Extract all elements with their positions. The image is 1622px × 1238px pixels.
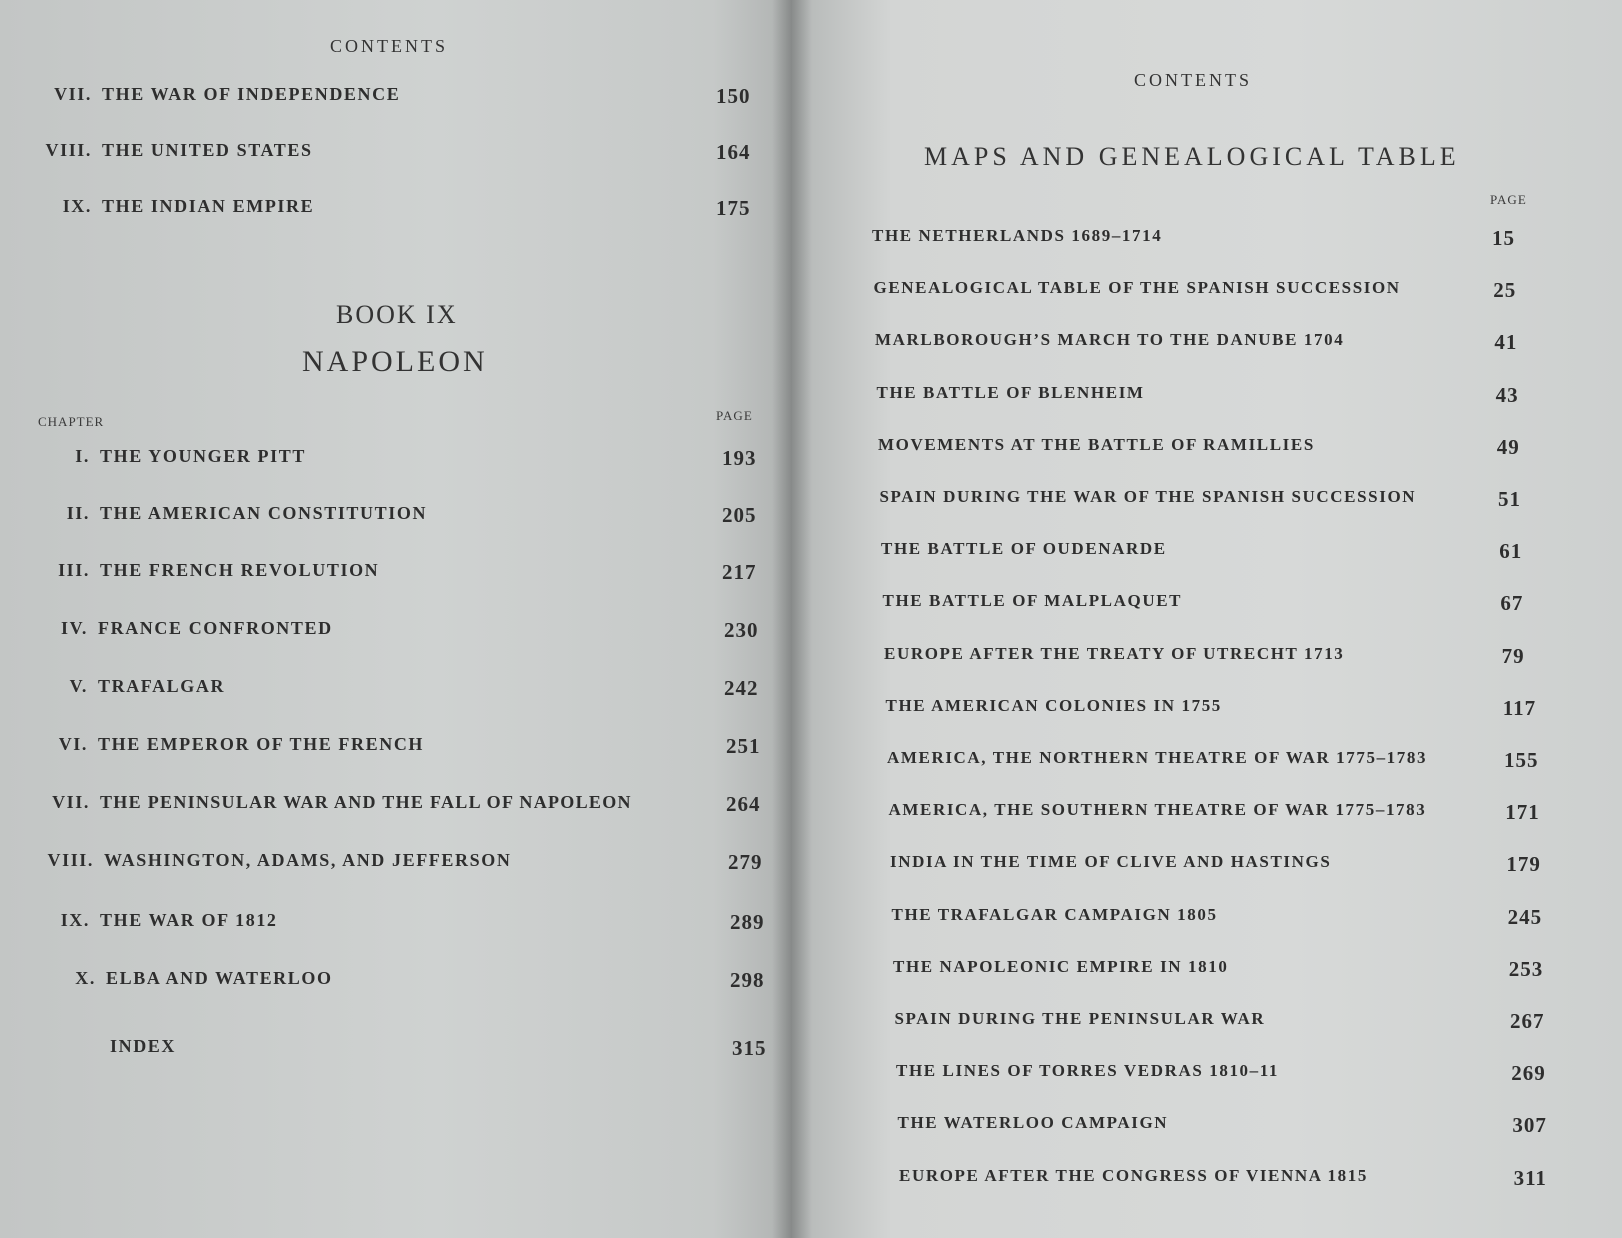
map-entry — [892, 905, 1612, 935]
map-entry — [893, 957, 1613, 987]
chapter-entry — [0, 503, 792, 533]
chapter-title: WASHINGTON, ADAMS, AND JEFFERSON — [104, 850, 512, 870]
entry-number: VII. — [54, 84, 92, 104]
chapter-entry — [0, 618, 792, 648]
chapter-page: 289 — [730, 910, 765, 934]
chapter-title: FRANCE CONFRONTED — [98, 618, 333, 638]
map-entry — [872, 226, 1592, 256]
map-title: THE NETHERLANDS 1689–1714 — [872, 226, 1163, 245]
chapter-title: THE FRENCH REVOLUTION — [100, 560, 380, 580]
chapter-number: X. — [75, 968, 96, 988]
map-entry — [884, 644, 1604, 674]
chapter-number: VII. — [52, 792, 90, 812]
map-page: 79 — [1501, 643, 1525, 668]
map-page: 307 — [1512, 1113, 1547, 1138]
chapter-page: 205 — [722, 503, 757, 527]
chapter-number: I. — [75, 446, 90, 466]
map-page: 245 — [1507, 904, 1543, 929]
map-entry — [889, 800, 1609, 830]
map-title: MOVEMENTS AT THE BATTLE OF RAMILLIES — [878, 434, 1315, 454]
map-entry — [874, 278, 1594, 308]
map-page: 269 — [1511, 1061, 1546, 1086]
map-entry — [881, 539, 1601, 569]
toc-entry — [0, 84, 792, 114]
map-title: AMERICA, THE NORTHERN THEATRE OF WAR 1775–1783 — [887, 748, 1428, 767]
map-title: SPAIN DURING THE PENINSULAR WAR — [894, 1009, 1266, 1028]
map-page: 171 — [1505, 800, 1540, 825]
map-page: 41 — [1494, 330, 1518, 355]
chapter-page: 251 — [726, 734, 761, 758]
map-entry — [895, 1009, 1615, 1039]
book-gutter — [772, 0, 812, 1238]
map-title: THE NAPOLEONIC EMPIRE IN 1810 — [893, 956, 1229, 976]
entry-page: 150 — [716, 84, 751, 108]
chapter-title: THE WAR OF 1812 — [100, 910, 278, 930]
chapter-title: TRAFALGAR — [98, 676, 226, 696]
chapter-title: THE AMERICAN CONSTITUTION — [100, 503, 428, 523]
entry-page: 175 — [716, 196, 751, 220]
map-entry — [899, 1166, 1619, 1196]
map-page: 253 — [1508, 956, 1544, 981]
map-entry — [887, 748, 1607, 778]
entry-title: THE WAR OF INDEPENDENCE — [102, 84, 401, 104]
map-title: THE LINES OF TORRES VEDRAS 1810–11 — [896, 1061, 1280, 1081]
map-title: THE TRAFALGAR CAMPAIGN 1805 — [891, 904, 1218, 924]
map-entry — [896, 1061, 1616, 1091]
chapter-entry — [0, 792, 792, 822]
map-page: 67 — [1500, 591, 1524, 616]
chapter-entry — [0, 446, 792, 476]
chapter-page: 230 — [724, 618, 759, 642]
chapter-title: THE YOUNGER PITT — [100, 446, 306, 466]
map-page: 15 — [1492, 226, 1515, 250]
map-title: THE WATERLOO CAMPAIGN — [897, 1113, 1169, 1133]
map-page: 43 — [1495, 382, 1519, 407]
map-title: THE BATTLE OF MALPLAQUET — [882, 591, 1183, 611]
chapter-number: V. — [69, 676, 88, 696]
map-entry — [898, 1113, 1618, 1143]
map-page: 311 — [1513, 1165, 1547, 1190]
map-entry — [875, 330, 1595, 360]
chapter-title: ELBA AND WATERLOO — [106, 968, 333, 988]
chapter-number: II. — [66, 503, 90, 523]
chapter-page: 279 — [728, 850, 763, 874]
map-title: THE BATTLE OF OUDENARDE — [881, 539, 1167, 559]
map-page: 117 — [1502, 695, 1537, 720]
map-title: EUROPE AFTER THE CONGRESS OF VIENNA 1815 — [899, 1165, 1368, 1185]
right-running-head: CONTENTS — [1134, 70, 1252, 90]
toc-entry — [0, 196, 792, 226]
map-title: EUROPE AFTER THE TREATY OF UTRECHT 1713 — [884, 643, 1345, 663]
chapter-entry — [0, 1036, 792, 1066]
map-title: INDIA IN THE TIME OF CLIVE AND HASTINGS — [890, 852, 1332, 872]
chapter-entry — [0, 734, 792, 764]
chapter-page: 264 — [726, 792, 761, 816]
chapter-entry — [0, 560, 792, 590]
map-page: 267 — [1510, 1009, 1545, 1033]
chapter-page: 298 — [730, 968, 765, 992]
left-page — [0, 0, 792, 1238]
chapter-entry — [0, 850, 792, 880]
map-entry — [883, 591, 1603, 621]
map-page: 51 — [1498, 487, 1521, 511]
map-entry — [877, 383, 1597, 413]
map-page: 25 — [1493, 278, 1517, 303]
map-title: THE AMERICAN COLONIES IN 1755 — [885, 695, 1222, 715]
chapter-number: IV. — [61, 618, 88, 638]
chapter-title: INDEX — [110, 1036, 177, 1056]
chapter-number: IX. — [60, 910, 90, 930]
entry-number: IX. — [62, 196, 92, 216]
book-name: NAPOLEON — [302, 345, 488, 378]
chapter-page: 242 — [724, 676, 759, 700]
chapter-entry — [0, 910, 792, 940]
map-title: THE BATTLE OF BLENHEIM — [876, 382, 1145, 402]
map-entry — [890, 852, 1610, 882]
chapter-number: III. — [58, 560, 90, 580]
book-label: BOOK IX — [336, 300, 458, 329]
chapter-page: 217 — [722, 560, 757, 584]
entry-number: VIII. — [45, 140, 92, 160]
map-page: 61 — [1499, 539, 1523, 564]
entry-page: 164 — [716, 140, 751, 164]
map-page: 49 — [1496, 434, 1520, 459]
map-page: 179 — [1506, 852, 1541, 877]
chapter-number: VI. — [58, 734, 88, 754]
section-title: MAPS AND GENEALOGICAL TABLE — [924, 142, 1460, 171]
chapter-title: THE PENINSULAR WAR AND THE FALL OF NAPOLEON — [100, 792, 632, 812]
map-entry — [886, 696, 1606, 726]
chapter-title: THE EMPEROR OF THE FRENCH — [98, 734, 425, 754]
chapter-entry — [0, 968, 792, 998]
chapter-entry — [0, 676, 792, 706]
map-page: 155 — [1504, 748, 1539, 772]
map-title: AMERICA, THE SOUTHERN THEATRE OF WAR 1775–1783 — [888, 800, 1427, 820]
entry-title: THE INDIAN EMPIRE — [102, 196, 315, 216]
chapter-column-label: CHAPTER — [38, 414, 105, 429]
chapter-page: 193 — [722, 446, 757, 470]
map-title: MARLBOROUGH’S MARCH TO THE DANUBE 1704 — [875, 330, 1345, 350]
chapter-page: 315 — [732, 1036, 767, 1060]
left-running-head: CONTENTS — [330, 36, 448, 56]
map-title: GENEALOGICAL TABLE OF THE SPANISH SUCCESSION — [873, 278, 1401, 298]
entry-title: THE UNITED STATES — [102, 140, 313, 160]
page-column-label: PAGE — [1490, 192, 1527, 207]
page-column-label: PAGE — [716, 408, 753, 423]
chapter-number: VIII. — [47, 850, 94, 870]
right-page — [792, 0, 1622, 1238]
toc-entry — [0, 140, 792, 170]
map-entry — [880, 487, 1600, 517]
map-entry — [878, 435, 1598, 465]
map-title: SPAIN DURING THE WAR OF THE SPANISH SUCCESSION — [879, 487, 1417, 506]
